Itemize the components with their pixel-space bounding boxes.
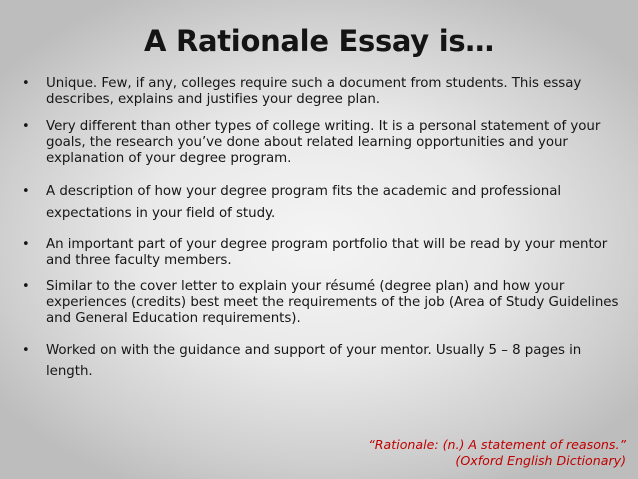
bullet-text: Worked on with the guidance and support of your mentor. Usually 5 – 8 pages in length. (46, 343, 582, 379)
bullet-icon: • (22, 237, 30, 252)
bullet-text: A description of how your degree program fits the academic and professional expectations in your field of study. (46, 184, 562, 221)
bullet-item (22, 279, 622, 327)
quote-source: (Oxford English Dictionary) (455, 453, 626, 468)
slide-title: A Rationale Essay is… (144, 24, 494, 58)
bullet-icon: • (22, 119, 30, 134)
bullet-item (22, 119, 622, 167)
bullet-item (22, 237, 622, 269)
bullet-icon: • (22, 279, 30, 294)
bullet-item (22, 76, 622, 108)
bullet-icon: • (22, 184, 30, 199)
bullet-icon: • (22, 76, 30, 91)
bullet-item (22, 340, 622, 382)
bullet-text: Unique. Few, if any, colleges require such a document from students. This essay describes, explains and justifies your degree plan. (46, 76, 582, 107)
bullet-text: An important part of your degree program portfolio that will be read by your mentor and three faculty members. (46, 237, 608, 268)
bullet-text: Very different than other types of college writing. It is a personal statement of your goals, the research you’ve done about related learning opportunities and your explanation of your degree program. (46, 119, 601, 166)
bullet-item (22, 181, 622, 225)
dictionary-quote (368, 437, 626, 469)
quote-definition: “Rationale: (n.) A statement of reasons.” (368, 437, 626, 452)
bullet-text: Similar to the cover letter to explain your résumé (degree plan) and how your experiences (credits) best meet the requirements of the job (Area of Study Guidelines and General Education requirements). (46, 279, 619, 326)
bullet-icon: • (22, 343, 30, 358)
bullet-list (22, 76, 622, 382)
